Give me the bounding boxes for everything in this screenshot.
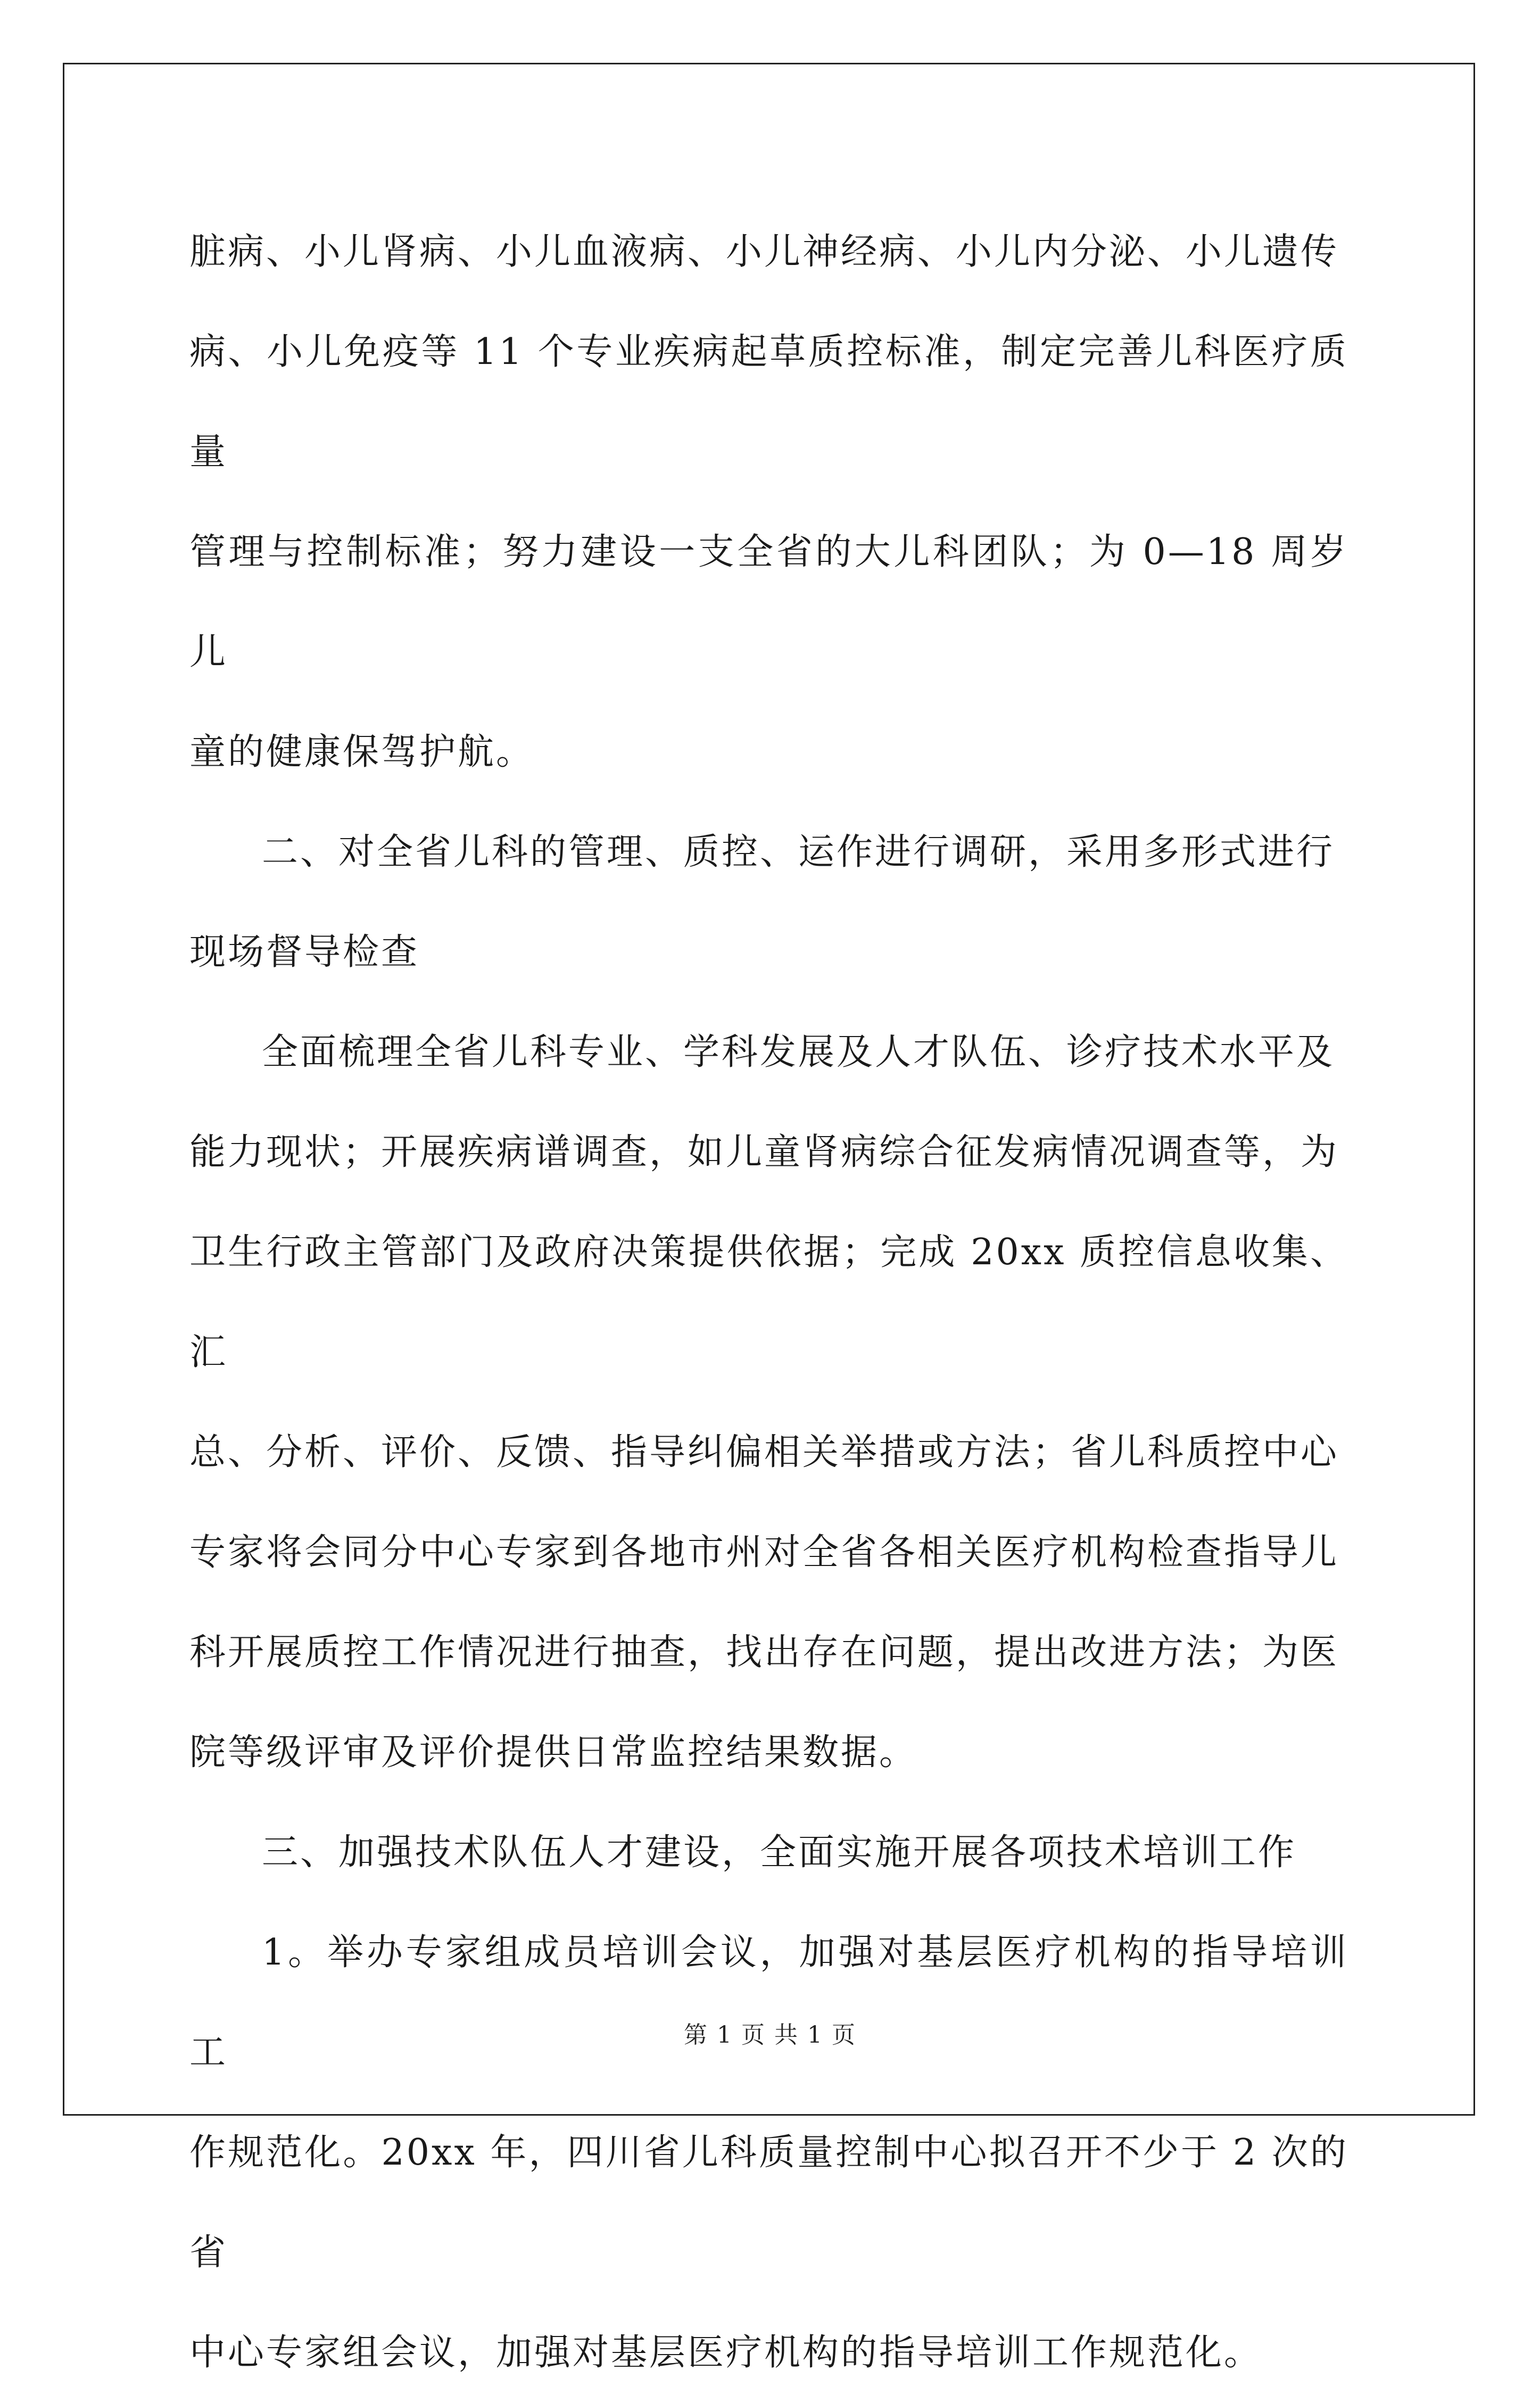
paragraph-3 bbox=[189, 1002, 1348, 1803]
paragraph-5 bbox=[189, 1903, 1348, 2403]
text-line: 童的健康保驾护航。 bbox=[189, 731, 535, 773]
text-line: 总、分析、评价、反馈、指导纠偏相关举措或方法；省儿科质控中心 bbox=[189, 1431, 1339, 1473]
text-line: 专家将会同分中心专家到各地市州对全省各相关医疗机构检查指导儿 bbox=[189, 1531, 1339, 1573]
text-line: 1。举办专家组成员培训会议，加强对基层医疗机构的指导培训工 bbox=[189, 1932, 1348, 2074]
text-line: 能力现状；开展疾病谱调查，如儿童肾病综合征发病情况调查等，为 bbox=[189, 1131, 1339, 1173]
text-line: 三、加强技术队伍人才建设，全面实施开展各项技术培训工作 bbox=[262, 1832, 1297, 1874]
page-number-footer: 第 1 页 共 1 页 bbox=[684, 2021, 856, 2049]
document-body bbox=[189, 202, 1348, 2403]
text-line: 作规范化。20xx 年，四川省儿科质量控制中心拟召开不少于 2 次的省 bbox=[189, 2132, 1348, 2274]
text-line: 全面梳理全省儿科专业、学科发展及人才队伍、诊疗技术水平及 bbox=[262, 1031, 1335, 1073]
section-heading-3 bbox=[189, 1803, 1348, 1903]
text-line: 管理与控制标准；努力建设一支全省的大儿科团队；为 0—18 周岁儿 bbox=[189, 531, 1348, 673]
paragraph-1 bbox=[189, 202, 1348, 802]
text-line: 脏病、小儿肾病、小儿血液病、小儿神经病、小儿内分泌、小儿遗传 bbox=[189, 231, 1339, 273]
text-line: 病、小儿免疫等 11 个专业疾病起草质控标准，制定完善儿科医疗质量 bbox=[189, 331, 1348, 473]
text-line: 院等级评审及评价提供日常监控结果数据。 bbox=[189, 1731, 918, 1774]
text-line: 科开展质控工作情况进行抽查，找出存在问题，提出改进方法；为医 bbox=[189, 1631, 1339, 1673]
text-line: 中心专家组会议，加强对基层医疗机构的指导培训工作规范化。 bbox=[189, 2332, 1263, 2374]
text-line: 现场督导检查 bbox=[189, 931, 420, 973]
text-line: 卫生行政主管部门及政府决策提供依据；完成 20xx 质控信息收集、汇 bbox=[189, 1231, 1348, 1373]
section-heading-2 bbox=[189, 802, 1348, 1002]
text-line: 二、对全省儿科的管理、质控、运作进行调研，采用多形式进行 bbox=[262, 831, 1335, 873]
